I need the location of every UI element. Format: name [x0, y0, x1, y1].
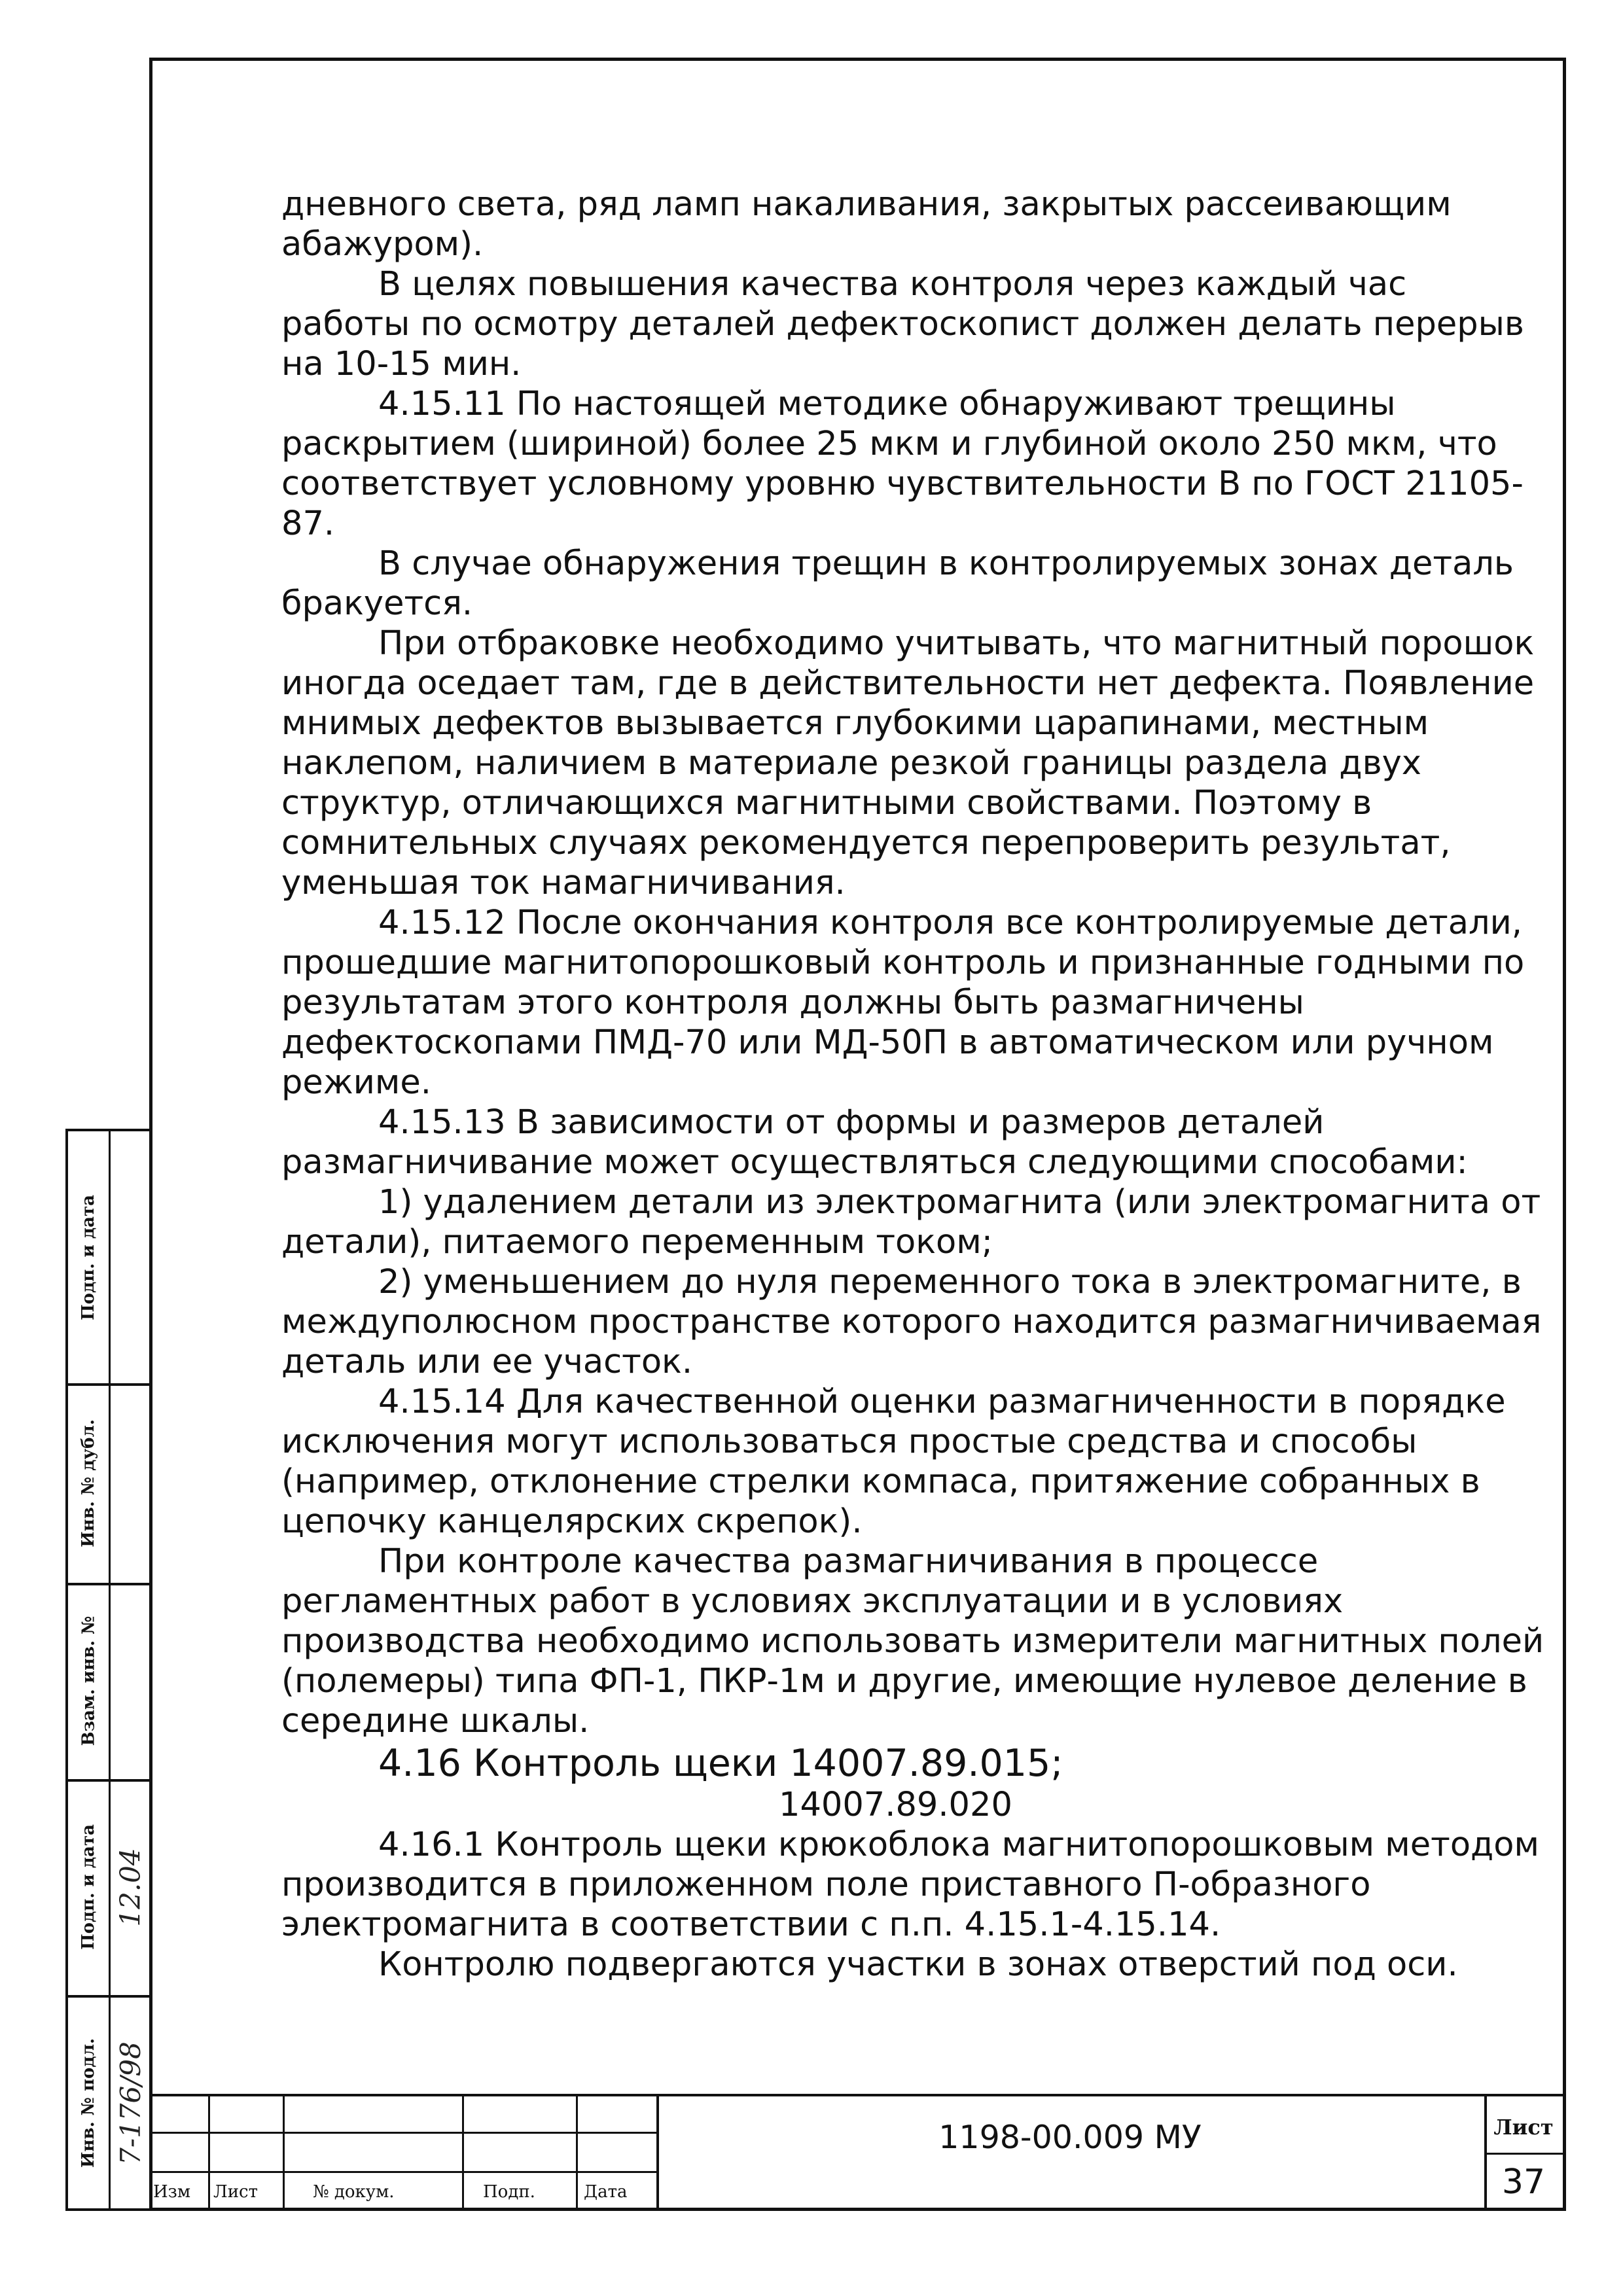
divider — [149, 2171, 656, 2173]
side-cell-original-inv: Инв. № подл. — [79, 2038, 99, 2168]
handwritten-inventory-number: 7-176/98 — [114, 2041, 147, 2165]
page-body — [281, 185, 1544, 1985]
paragraph: 4.15.12 После окончания контроля все контролируемые детали, прошедшие магнитопорошковый контроль и признанные годными по результатам этого контроля должны быть размагничены дефектоскопами ПМД-70 или МД-50П в автоматическом или ручном режиме. — [281, 904, 1525, 1102]
label-doc-number: № докум. — [313, 2182, 395, 2202]
divider — [656, 2094, 659, 2211]
side-cell-sign-date-2: Подп. и дата — [79, 1824, 99, 1950]
divider — [208, 2094, 210, 2211]
sheet-label: Лист — [1493, 2115, 1554, 2140]
list-item: 2) уменьшением до нуля переменного тока в электромагните, в междуполюсном пространстве которого находится размагничиваемая деталь или ее участок. — [281, 1263, 1542, 1381]
divider — [1484, 2153, 1566, 2155]
paragraph: 4.15.14 Для качественной оценки размагниченности в порядке исключения могут использоваться простые средства и способы (например, отклонение стрелки компаса, притяжение собранных в цепочку канцелярских скрепок). — [281, 1383, 1506, 1541]
section-heading: 4.16 Контроль щеки 14007.89.015; — [378, 1742, 1063, 1785]
label-list: Лист — [213, 2182, 258, 2202]
divider — [149, 2132, 656, 2134]
document-code: 1198-00.009 МУ — [938, 2119, 1202, 2156]
paragraph: дневного света, ряд ламп накаливания, закрытых рассеивающим абажуром). — [281, 185, 1452, 264]
paragraph: В случае обнаружения трещин в контролируемых зонах деталь бракуется. — [281, 544, 1514, 623]
side-cell-sign-date: Подп. и дата — [79, 1194, 99, 1320]
divider — [462, 2094, 464, 2211]
label-izm: Изм — [153, 2182, 191, 2202]
divider — [576, 2094, 578, 2211]
paragraph: При отбраковке необходимо учитывать, что магнитный порошок иногда оседает там, где в действительности нет дефекта. Появление мнимых дефектов вызывается глубокими царапинами, местным наклепом, наличием в материале резкой границы раздела двух структур, отличающихся магнитными свойствами. Поэтому в сомнительных случаях рекомендуется перепроверить результат, уменьшая ток намагничивания. — [281, 624, 1535, 902]
paragraph: 4.15.13 В зависимости от формы и размеров деталей размагничивание может осуществляться следующими способами: — [281, 1103, 1468, 1182]
label-signature: Подп. — [483, 2182, 535, 2202]
label-date: Дата — [584, 2182, 628, 2202]
paragraph: 4.16.1 Контроль щеки крюкоблока магнитопорошковым методом производится в приложенном поле приставного П-образного электромагнита в соответствии с п.п. 4.15.1-4.15.14. — [281, 1826, 1539, 1944]
divider — [283, 2094, 285, 2211]
side-cell-replace-inv: Взам. инв. № — [79, 1616, 99, 1746]
side-cell-dup-inv: Инв. № дубл. — [79, 1419, 98, 1547]
handwritten-date: 12.04 — [114, 1847, 147, 1927]
paragraph: При контроле качества размагничивания в процессе регламентных работ в условиях эксплуатации и в условиях производства необходимо использовать измерители магнитных полей (полемеры) типа ФП-1, ПКР-1м и другие, имеющие нулевое деление в середине шкалы. — [281, 1542, 1544, 1740]
paragraph: 4.15.11 По настоящей методике обнаруживают трещины раскрытием (шириной) более 25 мкм и глубиной около 250 мкм, что соответствует условному уровню чувствительности В по ГОСТ 21105-87. — [281, 385, 1524, 543]
sheet-number: 37 — [1501, 2163, 1546, 2202]
section-heading-continuation: 14007.89.020 — [779, 1786, 1012, 1824]
list-item: 1) удалением детали из электромагнита (или электромагнита от детали), питаемого переменным током; — [281, 1183, 1541, 1262]
paragraph: В целях повышения качества контроля через каждый час работы по осмотру деталей дефектоскопист должен делать перерыв на 10-15 мин. — [281, 265, 1524, 383]
side-stamp — [65, 1129, 149, 2211]
divider — [149, 2094, 1566, 2096]
paragraph: Контролю подвергаются участки в зонах отверстий под оси. — [378, 1945, 1458, 1984]
